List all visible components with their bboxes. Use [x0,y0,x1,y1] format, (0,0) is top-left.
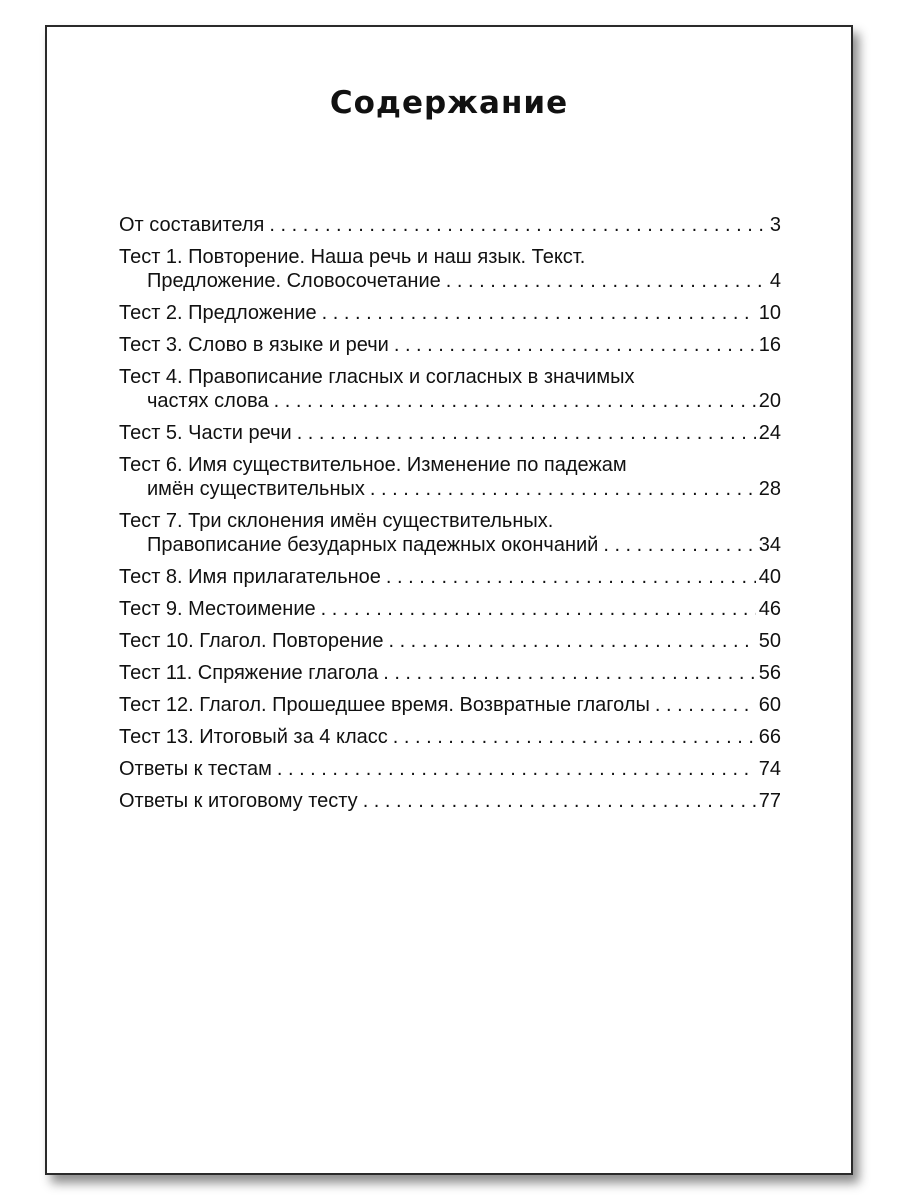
toc-entry[interactable] [119,597,781,621]
dot-leader [274,389,756,413]
toc-entry-title: Тест 12. Глагол. Прошедшее время. Возвратные глаголы [119,694,650,716]
dot-leader [394,333,756,357]
dot-leader [446,269,767,293]
dot-leader [277,757,756,781]
table-of-contents [119,213,781,821]
dot-leader [388,629,755,653]
dot-leader [269,213,767,237]
toc-entry-title: Тест 8. Имя прилагательное [119,566,381,588]
toc-entry[interactable] [119,693,781,717]
toc-entry-title: Ответы к тестам [119,758,272,780]
toc-page-number: 24 [758,422,781,444]
document-page [45,25,853,1175]
toc-entry-title: Тест 9. Местоимение [119,598,316,620]
toc-entry-title: Ответы к итоговому тесту [119,790,358,812]
toc-entry[interactable] [119,453,781,501]
toc-page-number: 74 [758,758,781,780]
toc-entry-title-continued: Правописание безударных падежных окончаний [147,534,599,556]
toc-entry-title-continued: имён существительных [147,478,365,500]
toc-entry-title: Тест 10. Глагол. Повторение [119,630,384,652]
toc-entry[interactable] [119,421,781,445]
dot-leader [363,789,756,813]
toc-entry-title: Тест 2. Предложение [119,302,317,324]
toc-page-number: 28 [758,478,781,500]
toc-entry[interactable] [119,509,781,557]
toc-page-number: 10 [758,302,781,324]
dot-leader [383,661,756,685]
toc-entry[interactable] [119,565,781,589]
page-title: Содержание [329,85,569,121]
dot-leader [386,565,756,589]
toc-entry[interactable] [119,661,781,685]
toc-page-number: 20 [758,390,781,412]
dot-leader [655,693,756,717]
dot-leader [393,725,756,749]
toc-entry-title-continued: частях слова [147,390,269,412]
toc-page-number: 34 [758,534,781,556]
toc-entry-title: Тест 3. Слово в языке и речи [119,334,389,356]
toc-entry-title: Тест 13. Итоговый за 4 класс [119,726,388,748]
dot-leader [603,533,755,557]
toc-entry-title: Тест 11. Спряжение глагола [119,662,379,684]
toc-page-number: 77 [758,790,781,812]
toc-entry[interactable] [119,301,781,325]
toc-page-number: 40 [758,566,781,588]
toc-page-number: 60 [758,694,781,716]
toc-entry[interactable] [119,365,781,413]
toc-page-number: 46 [758,598,781,620]
toc-page-number: 50 [758,630,781,652]
toc-page-number: 56 [758,662,781,684]
toc-entry[interactable] [119,757,781,781]
toc-entry-title: Тест 4. Правописание гласных и согласных в значимых [119,366,635,388]
toc-page-number: 66 [758,726,781,748]
toc-page-number: 16 [758,334,781,356]
toc-entry-title: От составителя [119,214,265,236]
toc-entry[interactable] [119,213,781,237]
dot-leader [297,421,756,445]
toc-entry[interactable] [119,725,781,749]
toc-entry-title: Тест 7. Три склонения имён существительных. [119,510,554,532]
toc-entry[interactable] [119,333,781,357]
toc-entry[interactable] [119,629,781,653]
toc-entry-title-continued: Предложение. Словосочетание [147,270,441,292]
dot-leader [370,477,756,501]
dot-leader [321,597,756,621]
toc-entry-title: Тест 5. Части речи [119,422,292,444]
toc-entry[interactable] [119,789,781,813]
toc-entry-title: Тест 1. Повторение. Наша речь и наш язык. Текст. [119,246,586,268]
toc-entry-title: Тест 6. Имя существительное. Изменение по падежам [119,454,627,476]
toc-page-number: 4 [769,270,781,292]
dot-leader [322,301,756,325]
toc-entry[interactable] [119,245,781,293]
toc-page-number: 3 [769,214,781,236]
